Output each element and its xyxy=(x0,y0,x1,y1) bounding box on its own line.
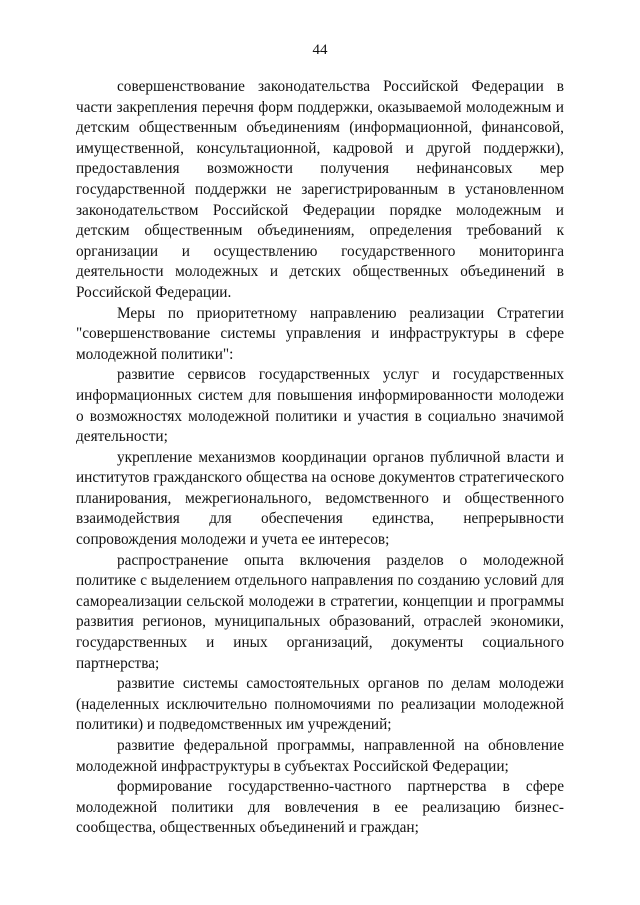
paragraph-federal-program: развитие федеральной программы, направленной на обновление молодежной инфраструктуры в субъектах Российской Федерации; xyxy=(76,737,564,775)
document-body xyxy=(76,77,564,839)
paragraph-services-development: развитие сервисов государственных услуг и государственных информационных систем для повышения информированности молодежи о возможностях молодежной политики и участия в социально значимой деятельности; xyxy=(76,366,564,446)
paragraph-coordination-strengthening: укрепление механизмов координации органов публичной власти и институтов гражданского общества на основе документов стратегического планирования, межрегионального, ведомственного и общественного взаимодействия для обеспечения единства, непрерывности сопровождения молодежи и учета ее интересов; xyxy=(76,448,564,549)
paragraph-legislation-improvement: совершенствование законодательства Российской Федерации в части закрепления перечня форм поддержки, оказываемой молодежным и детским общественным объединениям (информационной, финансовой, имущественной, консультационной, кадровой и другой поддержки), предоставления возможности получения нефинансовых мер государственной поддержки не зарегистрированным в установленном законодательством Российской Федерации порядке молодежным и детским общественным объединениям, определения требований к организации и осуществлению государственного мониторинга деятельности молодежных и детских общественных объединений в Российской Федерации. xyxy=(76,78,564,301)
paragraph-public-private-partnership: формирование государственно-частного партнерства в сфере молодежной политики для вовлечения в ее реализацию бизнес-сообщества, общественных объединений и граждан; xyxy=(76,778,564,837)
page-number: 44 xyxy=(312,42,328,58)
paragraph-priority-measures-heading: Меры по приоритетному направлению реализации Стратегии "совершенствование системы управления и инфраструктуры в сфере молодежной политики": xyxy=(76,304,564,363)
paragraph-experience-dissemination: распространение опыта включения разделов о молодежной политике с выделением отдельного направления по созданию условий для самореализации сельской молодежи в стратегии, концепции и программы развития регионов, муниципальных образований, отраслей экономики, государственных и иных организаций, документы социального партнерства; xyxy=(76,551,564,672)
paragraph-youth-bodies-system: развитие системы самостоятельных органов по делам молодежи (наделенных исключительно полномочиями по реализации молодежной политики) и подведомственных им учреждений; xyxy=(76,675,564,734)
